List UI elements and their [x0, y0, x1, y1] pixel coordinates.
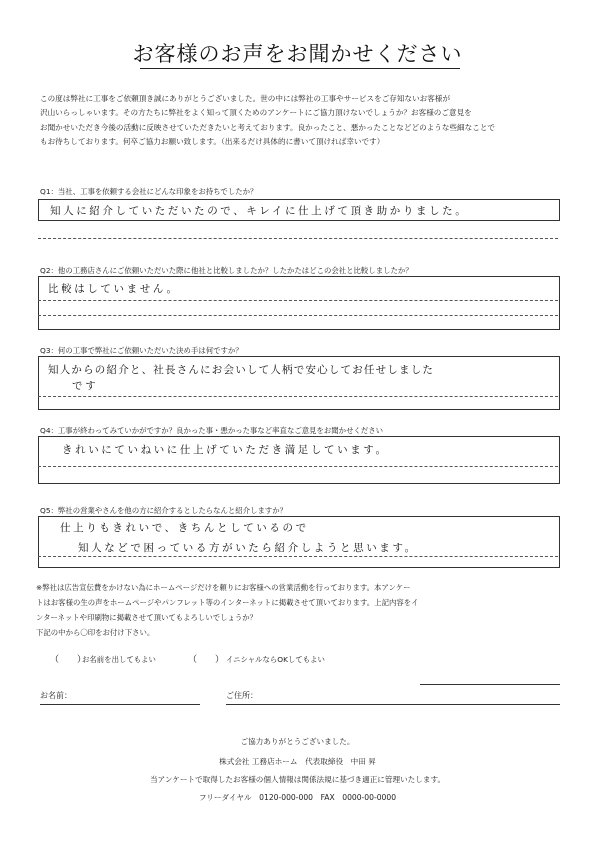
name-field[interactable] [40, 704, 200, 705]
intro-paragraph [40, 92, 565, 150]
intro-line: お聞かせいただき今後の活動に反映させていただきたいと考えております。良かったこと、悪かったことなどどのような些細なことで [40, 122, 496, 132]
footer-contact: フリーダイヤル 0120-000-000 FAX 0000-00-0000 [198, 793, 397, 802]
question-5-answer-cont: 知人などで困っている方がいたら紹介しようと思います。 [78, 542, 418, 554]
footer-company: 株式会社 工務店ホーム 代表取締役 中田 昇 [219, 757, 376, 766]
note-line: ※弊社は広告宣伝費をかけない為にホームページだけを頼りにお客様への営業活動を行っております。本アンケー [36, 583, 411, 592]
question-4-label: Q4：工事が終わってみていかがですか？良かった事・悪かった事など率直なご意見をお聞かせください [40, 426, 384, 435]
name-label: お名前： [40, 691, 72, 700]
address-label: ご住所： [226, 691, 258, 700]
intro-line: もお待ちしております。何卒ご協力お願い致します。（出来るだけ具体的に書いて頂ければ幸いです） [40, 137, 385, 147]
question-3-answer: 知人からの紹介と、社長さんにお会いして人柄で安心してお任せしました [48, 364, 435, 376]
address-field[interactable] [226, 704, 560, 705]
question-5-label: Q5：弊社の営業やさんを他の方に紹介するとしたらなんと紹介しますか？ [40, 506, 288, 515]
answer-line [38, 466, 558, 467]
footer-privacy: 当アンケートで取得したお客様の個人情報は関係法規に基づき適正に管理いたします。 [149, 775, 446, 784]
option-2-label: イニシャルならOKしてもよい [226, 655, 325, 664]
question-1-answer: 知人に紹介していただいたので、キレイに仕上げて頂き助かりました。 [50, 205, 469, 217]
question-5-answer: 仕上りもきれいで、きちんとしているので [60, 522, 309, 534]
address-field-upper[interactable] [420, 684, 560, 685]
answer-line [38, 556, 558, 557]
option-1-checkbox[interactable]: （ ） [50, 655, 87, 665]
intro-line: 沢山いらっしゃいます。その方たちに弊社をよく知って頂くためのアンケートにご協力頂けないでしょうか？お客様のご意見を [40, 108, 472, 118]
intro-line: この度は弊社に工事をご依頼頂き誠にありがとうございました。世の中には弊社の工事やサービスをご存知ないお客様が [40, 94, 451, 103]
question-3-answer-cont: です [72, 380, 99, 392]
question-3-label: Q3：何の工事で弊社にご依頼いただいた決め手は何ですか？ [40, 346, 243, 355]
title-underline [140, 68, 460, 69]
answer-line [38, 238, 558, 239]
option-2-checkbox[interactable]: （ ） [188, 655, 225, 665]
question-4-answer: きれいにていねいに仕上げていただき満足しています。 [62, 444, 389, 456]
answer-line [38, 300, 558, 301]
question-2-answer: 比較はしていません。 [48, 283, 180, 295]
consent-note [36, 580, 568, 640]
footer-thanks: ご協力ありがとうございました。 [240, 737, 355, 746]
question-1-label: Q1：当社、工事を依頼する会社にどんな印象をお持ちでしたか？ [40, 187, 258, 196]
option-1-label: お名前を出してもよい [82, 655, 156, 664]
note-line: トはお客様の生の声をホームページやパンフレット等のインターネットに掲載させて頂いております。上記内容をイ [36, 598, 419, 607]
page-title: お客様のお声をお聞かせください [132, 42, 463, 66]
answer-line [38, 396, 558, 397]
answer-line [38, 315, 558, 316]
question-2-label: Q2：他の工務店さんにご依頼いただいた際に他社と比較しましたか？したかたはどこの会社と比較しましたか？ [40, 266, 413, 275]
note-line: 下記の中から〇印をお付け下さい。 [36, 628, 155, 637]
note-line: ンターネットや印刷物に掲載させて頂いてもよろしいでしょうか？ [36, 613, 258, 622]
